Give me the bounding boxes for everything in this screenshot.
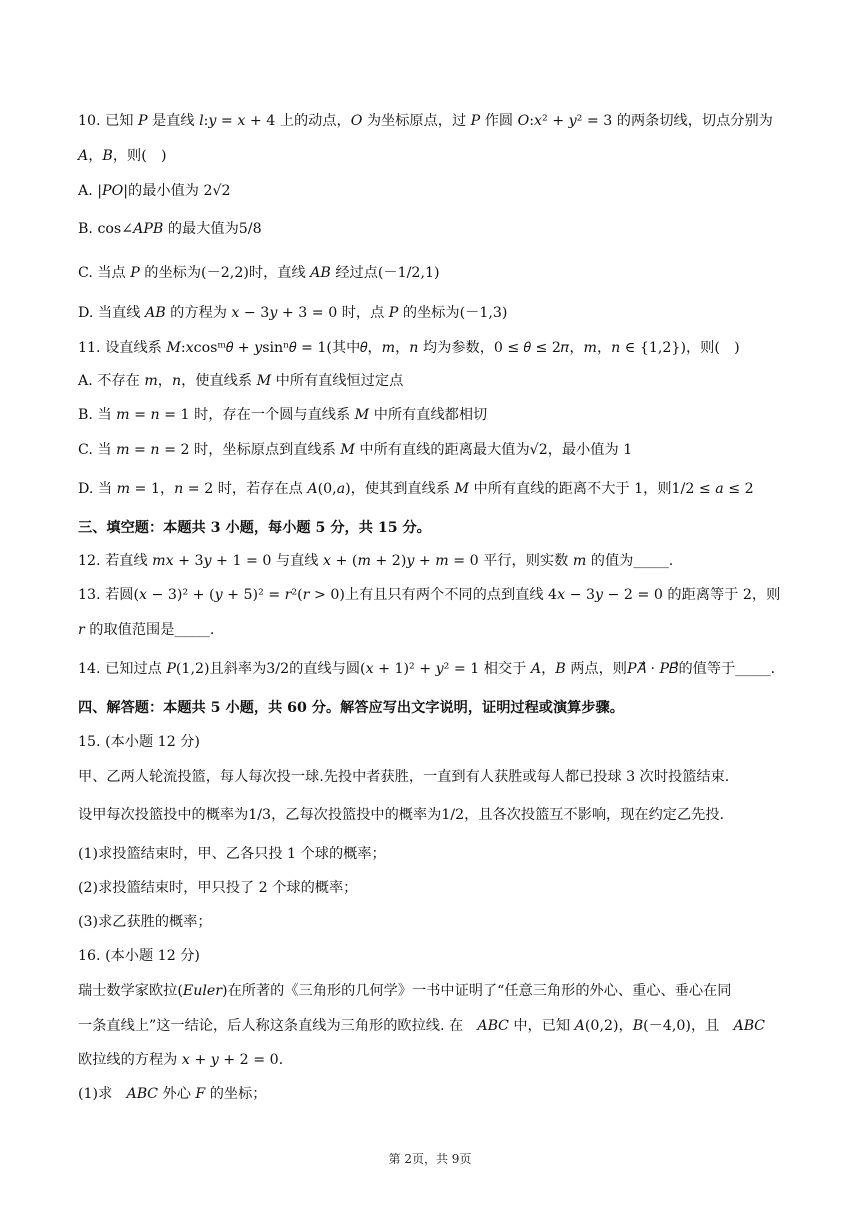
- q11-option-d: D. 当 𝑚 = 1，𝑛 = 2 时，若存在点 𝐴(0,𝑎)，使其到直线系 𝑀 中所有直线的距离不大于 1，则1/2 ≤ 𝑎 ≤ 2: [78, 481, 754, 497]
- q10-option-b: B. cos∠𝐴𝑃𝐵 的最大值为5/8: [78, 221, 262, 237]
- q11-stem: 11. 设直线系 𝑀:𝑥cosᵐ𝜃 + 𝑦sinⁿ𝜃 = 1(其中𝜃，𝑚，𝑛 均为参数，0 ≤ 𝜃 ≤ 2𝜋，𝑚，𝑛 ∈ {1,2})，则( ): [78, 340, 740, 356]
- q10-option-c: C. 当点 𝑃 的坐标为(－2,2)时，直线 𝐴𝐵 经过点(－1/2,1): [78, 265, 440, 281]
- q11-option-a: A. 不存在 𝑚，𝑛，使直线系 𝑀 中所有直线恒过定点: [78, 373, 404, 389]
- q10-option-a: A. |𝑃𝑂|的最小值为 2√2: [78, 183, 231, 199]
- q15-text-line2: 设甲每次投篮投中的概率为1/3，乙每次投篮投中的概率为1/2，且各次投篮互不影响，现在约定乙先投.: [78, 807, 725, 823]
- q16-text-line2: 一条直线上”这一结论，后人称这条直线为三角形的欧拉线. 在 𝐴𝐵𝐶 中，已知 𝐴(0,2)，𝐵(－4,0)，且 𝐴𝐵𝐶: [78, 1018, 766, 1034]
- q10-stem-line2: 𝐴，𝐵，则( ): [78, 148, 167, 164]
- q16-text-line1: 瑞士数学家欧拉(𝐸𝑢𝑙𝑒𝑟)在所著的《三角形的几何学》一书中证明了“任意三角形的外心、重心、垂心在同: [78, 983, 732, 999]
- q15-part3: (3)求乙获胜的概率；: [78, 914, 212, 930]
- q15-text-line1: 甲、乙两人轮流投篮，每人每次投一球.先投中者获胜，一直到有人获胜或每人都已投球 3 次时投篮结束.: [78, 769, 730, 785]
- q16-text-line3: 欧拉线的方程为 𝑥 + 𝑦 + 2 = 0.: [78, 1052, 284, 1068]
- q11-option-b: B. 当 𝑚 = 𝑛 = 1 时，存在一个圆与直线系 𝑀 中所有直线都相切: [78, 407, 488, 423]
- q13-line1: 13. 若圆(𝑥 − 3)² + (𝑦 + 5)² = 𝑟²(𝑟 > 0)上有且只有两个不同的点到直线 4𝑥 − 3𝑦 − 2 = 0 的距离等于 2，则: [78, 587, 781, 603]
- q10-stem-line1: 10. 已知 𝑃 是直线 𝑙:𝑦 = 𝑥 + 4 上的动点，𝑂 为坐标原点，过 𝑃 作圆 𝑂:𝑥² + 𝑦² = 3 的两条切线，切点分别为: [78, 113, 773, 129]
- q15-header: 15. (本小题 12 分): [78, 734, 200, 750]
- q16-header: 16. (本小题 12 分): [78, 948, 200, 964]
- q15-part1: (1)求投篮结束时，甲、乙各只投 1 个球的概率；: [78, 846, 386, 862]
- q14: 14. 已知过点 𝑃(1,2)且斜率为3/2的直线与圆(𝑥 + 1)² + 𝑦² = 1 相交于 𝐴，𝐵 两点，则𝑃𝐴⃗ · 𝑃𝐵⃗的值等于_____.: [78, 661, 776, 677]
- q11-option-c: C. 当 𝑚 = 𝑛 = 2 时，坐标原点到直线系 𝑀 中所有直线的距离最大值为√2，最小值为 1: [78, 442, 633, 458]
- section-answer-heading: 四、解答题：本题共 5 小题，共 60 分。解答应写出文字说明，证明过程或演算步骤。: [78, 700, 624, 716]
- q10-option-d: D. 当直线 𝐴𝐵 的方程为 𝑥 − 3𝑦 + 3 = 0 时，点 𝑃 的坐标为(－1,3): [78, 305, 508, 321]
- q15-part2: (2)求投篮结束时，甲只投了 2 个球的概率；: [78, 880, 358, 896]
- section-fill-in-heading: 三、填空题：本题共 3 小题，每小题 5 分，共 15 分。: [78, 520, 431, 536]
- page-footer: 第 2页，共 9页: [388, 1152, 472, 1166]
- q13-line2: 𝑟 的取值范围是_____.: [78, 622, 215, 638]
- q12: 12. 若直线 𝑚𝑥 + 3𝑦 + 1 = 0 与直线 𝑥 + (𝑚 + 2)𝑦 + 𝑚 = 0 平行，则实数 𝑚 的值为_____.: [78, 553, 674, 569]
- q16-part1: (1)求 𝐴𝐵𝐶 外心 𝐹 的坐标；: [78, 1086, 267, 1102]
